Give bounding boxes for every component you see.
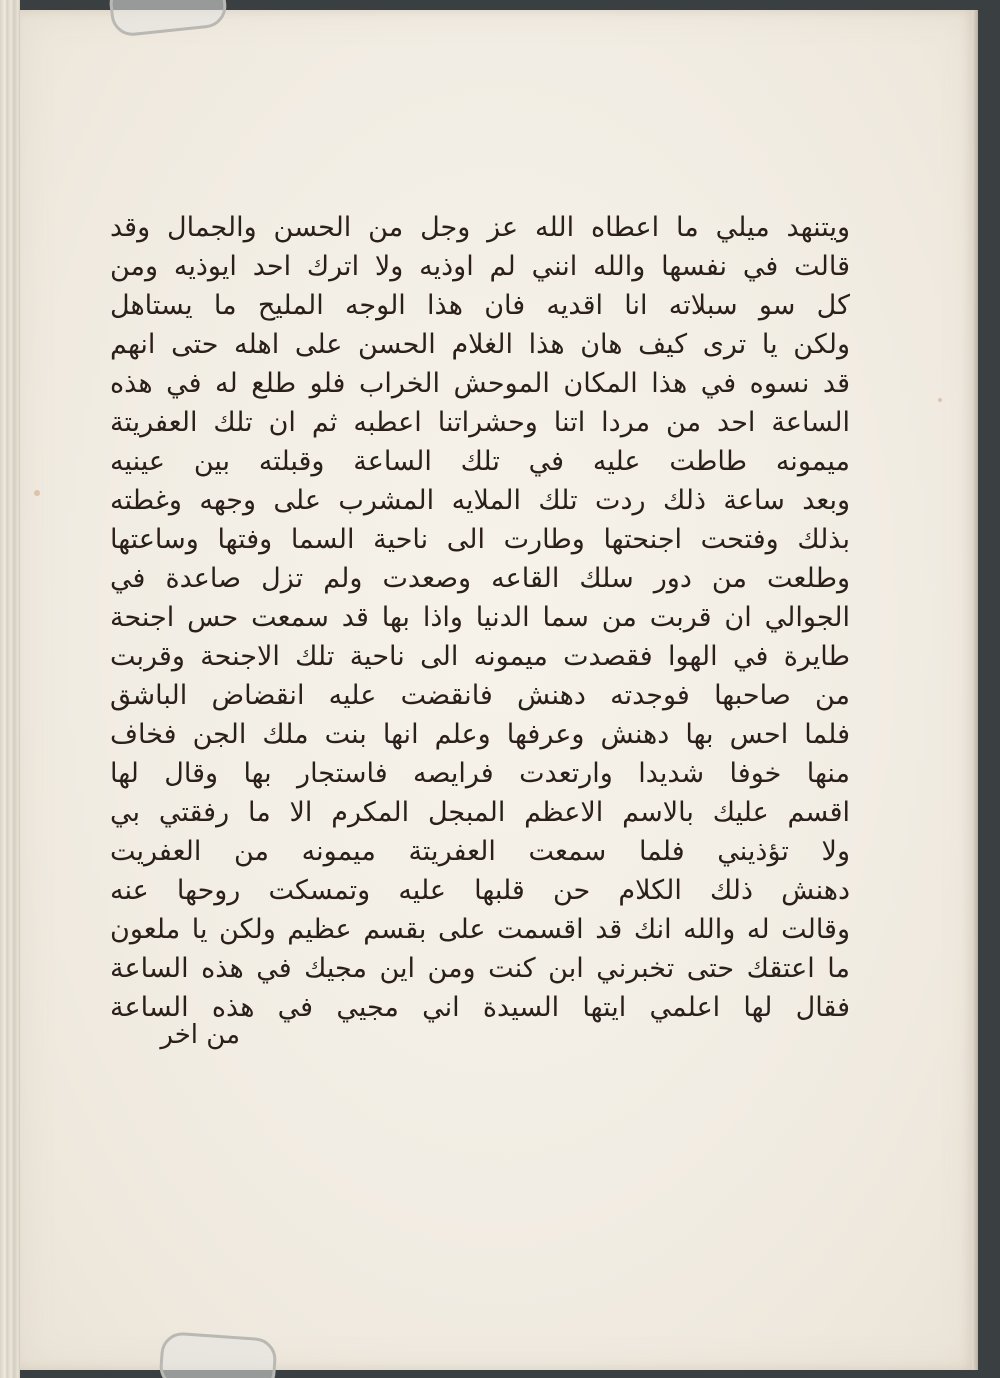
text-line: طايرة في الهوا فقصدت ميمونه الى ناحية تلك الاجنحة وقربت (110, 641, 850, 672)
text-line: قد نسوه في هذا المكان الموحش الخراب فلو طلع له في هذه (110, 368, 850, 399)
page-right-edge (972, 10, 978, 1370)
manuscript-text-block (110, 208, 850, 1027)
text-line: وطلعت من دور سلك القاعه وصعدت ولم تزل صاعدة في (110, 563, 850, 594)
stain-mark (34, 490, 40, 496)
catchword: من اخر (160, 1020, 240, 1050)
text-line: كل سو سبلاته انا اقديه فان هذا الوجه المليح ما يستاهل (110, 290, 850, 321)
page-edge-stack (0, 0, 20, 1378)
text-line: ما اعتقك حتى تخبرني ابن كنت ومن اين مجيك في هذه الساعة (110, 953, 850, 984)
text-line: الجوالي ان قربت من سما الدنيا واذا بها قد سمعت حس اجنحة (110, 602, 850, 633)
text-line: فقال لها اعلمي ايتها السيدة اني مجيي في هذه الساعة (110, 992, 850, 1023)
text-line: فلما احس بها دهنش وعرفها وعلم انها بنت ملك الجن فخاف (110, 719, 850, 750)
text-line: ويتنهد ميلي ما اعطاه الله عز وجل من الحسن والجمال وقد (110, 212, 850, 243)
text-line: ولا تؤذيني فلما سمعت العفريتة ميمونه من العفريت (110, 836, 850, 867)
text-line: ميمونه طاطت عليه في تلك الساعة وقبلته بين عينيه (110, 446, 850, 477)
bottom-clip-icon (158, 1331, 278, 1378)
text-line: منها خوفا شديدا وارتعدت فرايصه فاستجار بها وقال لها (110, 758, 850, 789)
text-line: دهنش ذلك الكلام حن قلبها عليه وتمسكت روحها عنه (110, 875, 850, 906)
text-line: الساعة احد من مردا اتنا وحشراتنا اعطبه ثم ان تلك العفريتة (110, 407, 850, 438)
text-line: بذلك وفتحت اجنحتها وطارت الى ناحية السما وفتها وساعتها (110, 524, 850, 555)
stain-mark (938, 398, 942, 402)
text-line: وقالت له والله انك قد اقسمت على بقسم عظيم ولكن يا ملعون (110, 914, 850, 945)
text-line: من صاحبها فوجدته دهنش فانقضت عليه انقضاض الباشق (110, 680, 850, 711)
text-line: ولكن يا ترى كيف هان هذا الغلام الحسن على اهله حتى انهم (110, 329, 850, 360)
text-line: قالت في نفسها والله انني لم اوذيه ولا اترك احد ايوذيه ومن (110, 251, 850, 282)
text-line: اقسم عليك بالاسم الاعظم المبجل المكرم الا ما رفقتي بي (110, 797, 850, 828)
text-line: وبعد ساعة ذلك ردت تلك الملايه المشرب على وجهه وغطته (110, 485, 850, 516)
